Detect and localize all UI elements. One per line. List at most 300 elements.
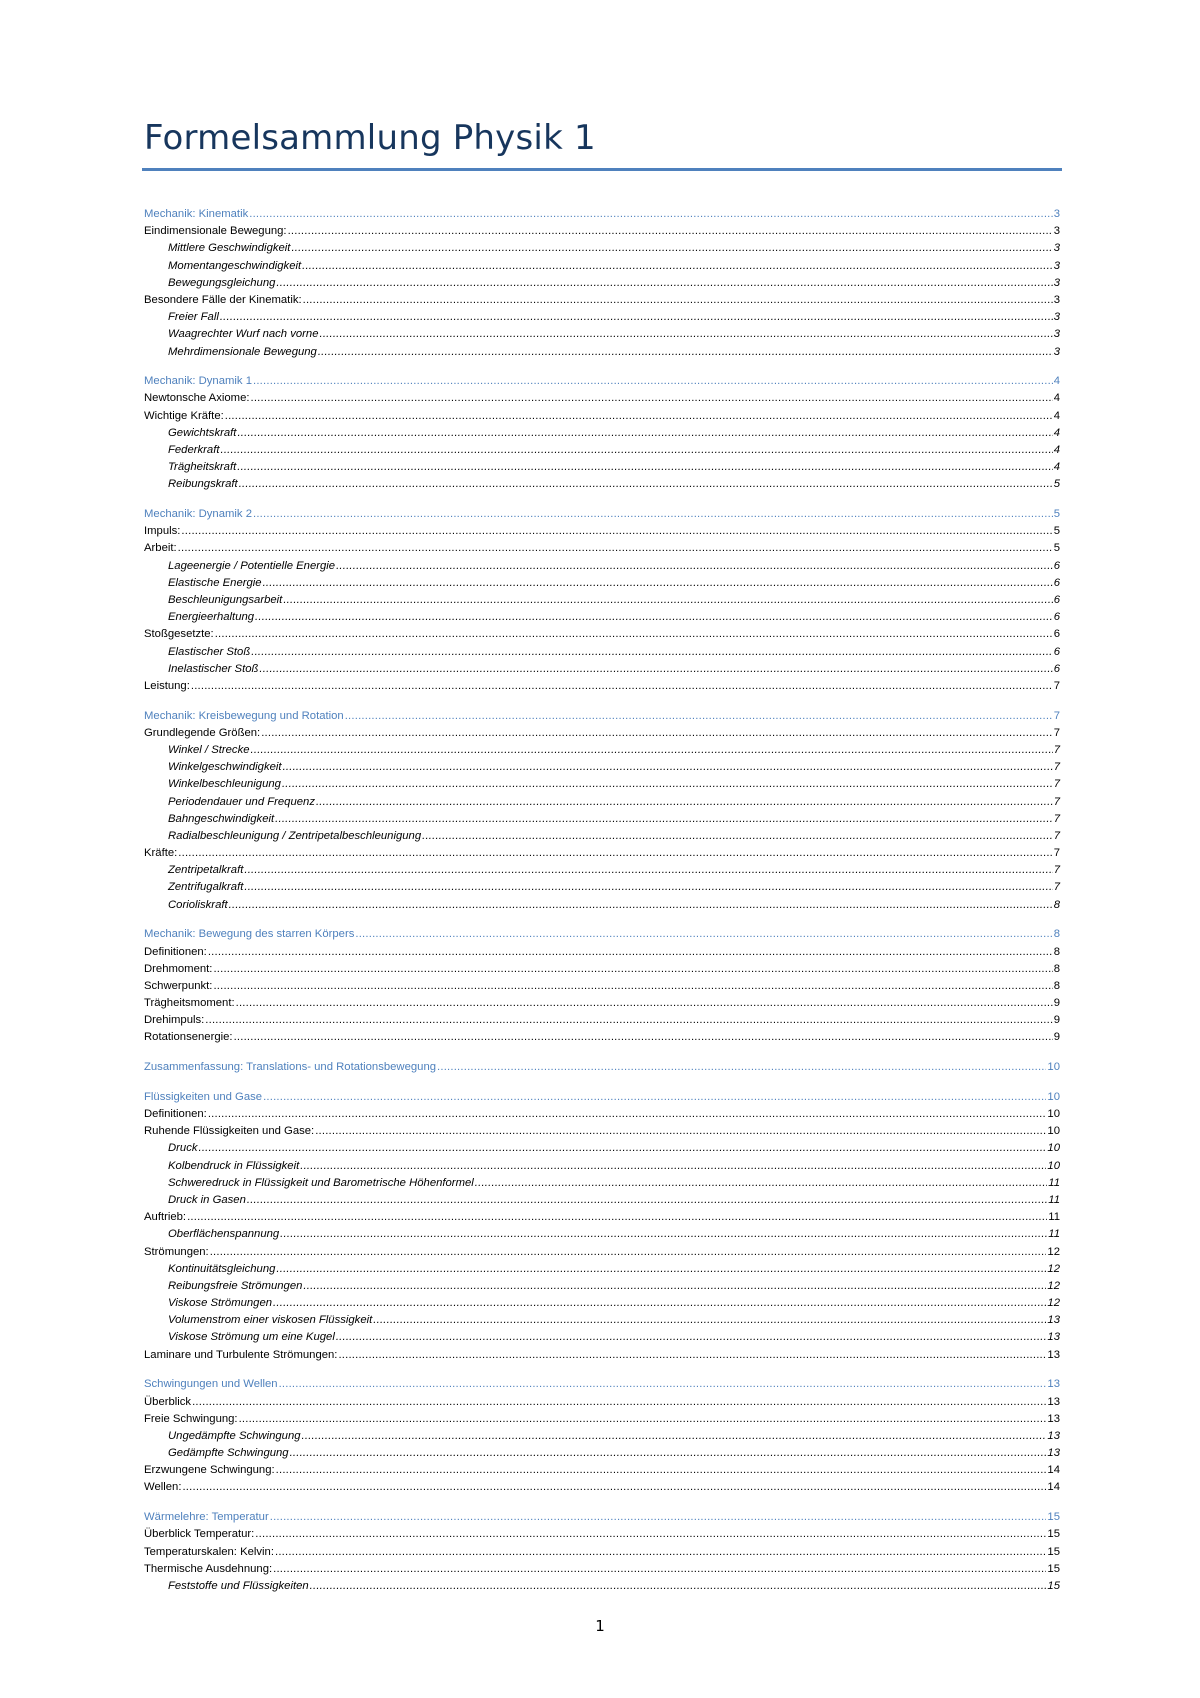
- toc-dot-leader: [208, 1106, 1047, 1123]
- toc-entry-page: 9: [1053, 997, 1060, 1010]
- toc-entry-title: Ruhende Flüssigkeiten und Gase:: [144, 1125, 315, 1138]
- toc-dot-leader: [282, 776, 1053, 793]
- toc-section-entry[interactable]: [144, 626, 1060, 643]
- toc-entry-page: 7: [1053, 864, 1060, 877]
- toc-entry-page: 8: [1053, 962, 1060, 975]
- toc-entry-title: Mechanik: Kreisbewegung und Rotation: [144, 709, 344, 722]
- toc-subsection-entry[interactable]: [144, 309, 1060, 326]
- toc-entry-title: Beschleunigungsarbeit: [168, 593, 283, 606]
- toc-section-entry[interactable]: [144, 978, 1060, 995]
- toc-dot-leader: [261, 725, 1053, 742]
- toc-entry-page: 15: [1047, 1579, 1060, 1592]
- toc-entry-page: 3: [1053, 259, 1060, 272]
- toc-entry-page: 5: [1053, 525, 1060, 538]
- toc-entry-title: Druck in Gasen: [168, 1193, 246, 1206]
- toc-dot-leader: [234, 1029, 1053, 1046]
- toc-subsection-entry[interactable]: [144, 661, 1060, 678]
- toc-subsection-entry[interactable]: [144, 794, 1060, 811]
- toc-entry-title: Radialbeschleunigung / Zentripetalbeschleunigung: [168, 829, 422, 842]
- toc-subsection-entry[interactable]: [144, 1226, 1060, 1243]
- toc-dot-leader: [237, 425, 1052, 442]
- toc-subsection-entry[interactable]: [144, 862, 1060, 879]
- toc-entry-page: 13: [1047, 1447, 1060, 1460]
- toc-dot-leader: [355, 926, 1052, 943]
- toc-dot-leader: [263, 575, 1053, 592]
- toc-dot-leader: [239, 476, 1053, 493]
- toc-entry-title: Viskose Strömung um eine Kugel: [168, 1331, 335, 1344]
- toc-subsection-entry[interactable]: [144, 1175, 1060, 1192]
- toc-entry-title: Lageenergie / Potentielle Energie: [168, 559, 336, 572]
- toc-entry-title: Leistung:: [144, 679, 190, 692]
- toc-entry-title: Corioliskraft: [168, 898, 228, 911]
- toc-subsection-entry[interactable]: [144, 776, 1060, 793]
- toc-subsection-entry[interactable]: [144, 1329, 1060, 1346]
- toc-entry-title: Überblick Temperatur:: [144, 1528, 255, 1541]
- toc-entry-title: Impuls:: [144, 525, 181, 538]
- toc-dot-leader: [251, 644, 1052, 661]
- toc-dot-leader: [373, 1312, 1046, 1329]
- toc-dot-leader: [182, 1479, 1046, 1496]
- toc-dot-leader: [191, 678, 1053, 695]
- toc-section-entry[interactable]: [144, 1029, 1060, 1046]
- toc-entry-title: Energieerhaltung: [168, 611, 255, 624]
- toc-section-entry[interactable]: [144, 1411, 1060, 1428]
- toc-dot-leader: [247, 1192, 1047, 1209]
- toc-dot-leader: [270, 1509, 1047, 1526]
- toc-entry-page: 6: [1053, 662, 1060, 675]
- toc-section-entry[interactable]: [144, 1012, 1060, 1029]
- toc-entry-title: Kräfte:: [144, 847, 178, 860]
- toc-dot-leader: [302, 258, 1053, 275]
- toc-dot-leader: [225, 408, 1053, 425]
- toc-dot-leader: [275, 811, 1053, 828]
- toc-entry-title: Drehimpuls:: [144, 1014, 205, 1027]
- toc-dot-leader: [181, 523, 1052, 540]
- toc-entry-title: Oberflächenspannung: [168, 1228, 280, 1241]
- toc-section-entry[interactable]: [144, 725, 1060, 742]
- toc-dot-leader: [249, 206, 1052, 223]
- toc-entry-title: Kontinuitätsgleichung: [168, 1262, 276, 1275]
- toc-dot-leader: [244, 862, 1052, 879]
- toc-entry-title: Laminare und Turbulente Strömungen:: [144, 1348, 338, 1361]
- toc-subsection-entry[interactable]: [144, 1261, 1060, 1278]
- toc-dot-leader: [178, 845, 1052, 862]
- toc-entry-title: Freier Fall: [168, 311, 219, 324]
- toc-subsection-entry[interactable]: [144, 1312, 1060, 1329]
- toc-dot-leader: [213, 978, 1052, 995]
- toc-subsection-entry[interactable]: [144, 1295, 1060, 1312]
- toc-dot-leader: [310, 1578, 1047, 1595]
- toc-entry-page: 12: [1047, 1297, 1060, 1310]
- toc-entry-page: 3: [1053, 311, 1060, 324]
- toc-entry-page: 7: [1053, 726, 1060, 739]
- toc-section-entry[interactable]: [144, 845, 1060, 862]
- toc-section-entry[interactable]: [144, 223, 1060, 240]
- toc-entry-title: Temperaturskalen: Kelvin:: [144, 1545, 274, 1558]
- toc-entry-page: 13: [1047, 1314, 1060, 1327]
- toc-subsection-entry[interactable]: [144, 592, 1060, 609]
- toc-entry-page: 3: [1053, 208, 1060, 220]
- toc-section-entry[interactable]: [144, 1394, 1060, 1411]
- toc-dot-leader: [205, 1012, 1052, 1029]
- toc-entry-page: 6: [1053, 559, 1060, 572]
- toc-entry-page: 3: [1053, 328, 1060, 341]
- toc-entry-title: Bewegungsgleichung: [168, 276, 276, 289]
- toc-entry-title: Überblick: [144, 1395, 192, 1408]
- title-underline: [142, 168, 1062, 171]
- toc-section-entry[interactable]: [144, 390, 1060, 407]
- toc-section-entry[interactable]: [144, 1561, 1060, 1578]
- toc-entry-page: 7: [1053, 795, 1060, 808]
- toc-entry-page: 12: [1047, 1279, 1060, 1292]
- toc-entry-page: 10: [1047, 1090, 1060, 1103]
- toc-subsection-entry[interactable]: [144, 240, 1060, 257]
- toc-entry-page: 15: [1047, 1562, 1060, 1575]
- toc-dot-leader: [303, 1278, 1046, 1295]
- toc-section-entry[interactable]: [144, 961, 1060, 978]
- toc-dot-leader: [315, 1123, 1046, 1140]
- toc-entry-title: Zentrifugalkraft: [168, 881, 244, 894]
- toc-dot-leader: [237, 459, 1052, 476]
- toc-dot-leader: [273, 1295, 1046, 1312]
- toc-dot-leader: [263, 1089, 1046, 1106]
- toc-entry-title: Wellen:: [144, 1481, 182, 1494]
- toc-section-entry[interactable]: [144, 995, 1060, 1012]
- toc-dot-leader: [338, 1347, 1046, 1364]
- toc-entry-title: Winkel / Strecke: [168, 743, 250, 756]
- toc-dot-leader: [259, 661, 1052, 678]
- toc-chapter-entry[interactable]: [144, 1059, 1060, 1076]
- toc-entry-page: 10: [1047, 1108, 1060, 1120]
- toc-entry-page: 4: [1053, 426, 1060, 439]
- toc-entry-title: Strömungen:: [144, 1245, 209, 1258]
- toc-entry-title: Kolbendruck in Flüssigkeit: [168, 1159, 300, 1172]
- toc-subsection-entry[interactable]: [144, 1140, 1060, 1157]
- toc-entry-title: Definitionen:: [144, 945, 207, 958]
- toc-chapter-entry[interactable]: [144, 206, 1060, 223]
- toc-dot-leader: [220, 442, 1052, 459]
- toc-section-entry[interactable]: [144, 678, 1060, 695]
- toc-entry-title: Freie Schwingung:: [144, 1412, 238, 1425]
- toc-dot-leader: [283, 592, 1052, 609]
- toc-chapter-entry[interactable]: [144, 1376, 1060, 1393]
- toc-entry-title: Mechanik: Dynamik 2: [144, 508, 252, 520]
- toc-entry-page: 6: [1053, 576, 1060, 589]
- toc-subsection-entry[interactable]: [144, 897, 1060, 914]
- toc-dot-leader: [291, 240, 1052, 257]
- toc-entry-title: Arbeit:: [144, 542, 177, 555]
- toc-entry-page: 3: [1053, 225, 1060, 238]
- toc-entry-page: 9: [1053, 1014, 1060, 1027]
- toc-dot-leader: [251, 390, 1053, 407]
- toc-entry-title: Viskose Strömungen: [168, 1297, 273, 1310]
- toc-section-entry[interactable]: [144, 292, 1060, 309]
- toc-section-entry[interactable]: [144, 1244, 1060, 1261]
- toc-dot-leader: [239, 1411, 1047, 1428]
- toc-entry-title: Mehrdimensionale Bewegung: [168, 345, 317, 358]
- toc-entry-page: 5: [1053, 478, 1060, 491]
- toc-entry-title: Ungedämpfte Schwingung: [168, 1429, 301, 1442]
- toc-section-entry[interactable]: [144, 540, 1060, 557]
- toc-entry-page: 7: [1053, 881, 1060, 894]
- toc-dot-leader: [275, 1544, 1046, 1561]
- toc-section-entry[interactable]: [144, 1526, 1060, 1543]
- toc-entry-page: 12: [1047, 1262, 1060, 1275]
- toc-entry-page: 13: [1047, 1348, 1060, 1361]
- table-of-contents: [144, 206, 1060, 1595]
- toc-dot-leader: [276, 1261, 1046, 1278]
- toc-dot-leader: [283, 759, 1053, 776]
- toc-subsection-entry[interactable]: [144, 275, 1060, 292]
- toc-entry-title: Trägheitsmoment:: [144, 997, 235, 1010]
- toc-subsection-entry[interactable]: [144, 1445, 1060, 1462]
- toc-entry-title: Grundlegende Größen:: [144, 726, 261, 739]
- toc-entry-title: Besondere Fälle der Kinematik:: [144, 293, 302, 306]
- toc-entry-page: 4: [1053, 375, 1060, 388]
- toc-section-entry[interactable]: [144, 1347, 1060, 1364]
- toc-entry-title: Winkelbeschleunigung: [168, 778, 281, 791]
- toc-chapter-entry[interactable]: [144, 926, 1060, 943]
- toc-subsection-entry[interactable]: [144, 425, 1060, 442]
- toc-entry-title: Waagrechter Wurf nach vorne: [168, 328, 319, 341]
- toc-section-entry[interactable]: [144, 1106, 1060, 1123]
- toc-dot-leader: [422, 828, 1053, 845]
- toc-entry-page: 8: [1053, 928, 1060, 941]
- toc-dot-leader: [255, 1526, 1046, 1543]
- toc-entry-page: 7: [1053, 709, 1060, 722]
- toc-entry-title: Elastischer Stoß: [168, 645, 251, 658]
- toc-entry-title: Elastische Energie: [168, 576, 262, 589]
- toc-section-entry[interactable]: [144, 1462, 1060, 1479]
- toc-entry-title: Mechanik: Bewegung des starren Körpers: [144, 928, 355, 941]
- toc-subsection-entry[interactable]: [144, 344, 1060, 361]
- toc-entry-page: 6: [1053, 645, 1060, 658]
- toc-dot-leader: [316, 794, 1053, 811]
- toc-subsection-entry[interactable]: [144, 258, 1060, 275]
- toc-chapter-entry[interactable]: [144, 1509, 1060, 1526]
- toc-entry-page: 4: [1053, 409, 1060, 422]
- toc-entry-page: 7: [1053, 778, 1060, 791]
- toc-subsection-entry[interactable]: [144, 1278, 1060, 1295]
- toc-chapter-entry[interactable]: [144, 373, 1060, 390]
- toc-subsection-entry[interactable]: [144, 1192, 1060, 1209]
- toc-entry-page: 7: [1053, 812, 1060, 825]
- toc-dot-leader: [215, 626, 1053, 643]
- toc-entry-title: Mechanik: Dynamik 1: [144, 375, 252, 388]
- toc-entry-page: 13: [1047, 1395, 1060, 1408]
- toc-entry-page: 14: [1047, 1481, 1060, 1494]
- toc-entry-page: 10: [1047, 1159, 1060, 1172]
- toc-subsection-entry[interactable]: [144, 558, 1060, 575]
- toc-entry-title: Inelastischer Stoß: [168, 662, 259, 675]
- toc-dot-leader: [229, 897, 1053, 914]
- toc-subsection-entry[interactable]: [144, 759, 1060, 776]
- toc-entry-page: 5: [1053, 508, 1060, 520]
- toc-section-entry[interactable]: [144, 1544, 1060, 1561]
- toc-chapter-entry[interactable]: [144, 506, 1060, 523]
- toc-entry-title: Flüssigkeiten und Gase: [144, 1090, 263, 1103]
- toc-entry-title: Wärmelehre: Temperatur: [144, 1511, 269, 1524]
- toc-entry-page: 3: [1053, 242, 1060, 255]
- toc-entry-title: Gedämpfte Schwingung: [168, 1447, 289, 1460]
- toc-entry-title: Mechanik: Kinematik: [144, 208, 249, 220]
- toc-dot-leader: [475, 1175, 1047, 1192]
- toc-entry-page: 8: [1053, 898, 1060, 911]
- toc-subsection-entry[interactable]: [144, 1428, 1060, 1445]
- toc-dot-leader: [253, 506, 1053, 523]
- page-number: 1: [595, 1617, 605, 1635]
- toc-subsection-entry[interactable]: [144, 828, 1060, 845]
- toc-entry-title: Stoßgesetzte:: [144, 628, 214, 641]
- toc-entry-title: Periodendauer und Frequenz: [168, 795, 315, 808]
- toc-entry-title: Erzwungene Schwingung:: [144, 1464, 275, 1477]
- toc-dot-leader: [345, 708, 1053, 725]
- toc-dot-leader: [210, 1244, 1047, 1261]
- toc-entry-page: 7: [1053, 743, 1060, 756]
- toc-entry-page: 4: [1053, 443, 1060, 456]
- toc-entry-title: Definitionen:: [144, 1108, 207, 1120]
- toc-entry-page: 6: [1053, 611, 1060, 624]
- toc-dot-leader: [253, 373, 1053, 390]
- toc-entry-page: 7: [1053, 829, 1060, 842]
- toc-entry-page: 3: [1053, 345, 1060, 358]
- toc-entry-title: Federkraft: [168, 443, 220, 456]
- toc-entry-page: 15: [1047, 1545, 1060, 1558]
- toc-dot-leader: [220, 309, 1053, 326]
- toc-section-entry[interactable]: [144, 1479, 1060, 1496]
- toc-dot-leader: [213, 961, 1052, 978]
- toc-entry-title: Gewichtskraft: [168, 426, 237, 439]
- toc-dot-leader: [279, 1376, 1047, 1393]
- toc-section-entry[interactable]: [144, 1209, 1060, 1226]
- toc-entry-title: Wichtige Kräfte:: [144, 409, 224, 422]
- toc-entry-title: Zusammenfassung: Translations- und Rotationsbewegung: [144, 1061, 437, 1074]
- toc-dot-leader: [244, 879, 1052, 896]
- toc-subsection-entry[interactable]: [144, 742, 1060, 759]
- toc-entry-page: 10: [1047, 1061, 1060, 1074]
- toc-entry-title: Drehmoment:: [144, 962, 213, 975]
- toc-subsection-entry[interactable]: [144, 811, 1060, 828]
- toc-subsection-entry[interactable]: [144, 459, 1060, 476]
- toc-entry-title: Schwingungen und Wellen: [144, 1378, 278, 1391]
- toc-entry-page: 8: [1053, 979, 1060, 992]
- toc-entry-title: Eindimensionale Bewegung:: [144, 225, 287, 238]
- toc-subsection-entry[interactable]: [144, 575, 1060, 592]
- toc-subsection-entry[interactable]: [144, 644, 1060, 661]
- toc-entry-title: Winkelgeschwindigkeit: [168, 761, 282, 774]
- toc-dot-leader: [192, 1394, 1046, 1411]
- toc-dot-leader: [208, 944, 1053, 961]
- toc-entry-title: Feststoffe und Flüssigkeiten: [168, 1579, 309, 1592]
- toc-entry-title: Reibungskraft: [168, 478, 238, 491]
- toc-dot-leader: [236, 995, 1053, 1012]
- toc-entry-page: 15: [1047, 1528, 1060, 1541]
- toc-entry-title: Trägheitskraft: [168, 461, 237, 474]
- toc-entry-page: 13: [1047, 1429, 1060, 1442]
- toc-dot-leader: [290, 1445, 1047, 1462]
- toc-dot-leader: [437, 1059, 1046, 1076]
- toc-dot-leader: [187, 1209, 1047, 1226]
- toc-entry-page: 3: [1053, 276, 1060, 289]
- toc-entry-title: Thermische Ausdehnung:: [144, 1562, 273, 1575]
- toc-dot-leader: [302, 1428, 1047, 1445]
- toc-entry-title: Schweredruck in Flüssigkeit und Barometrische Höhenformel: [168, 1176, 474, 1189]
- toc-entry-title: Momentangeschwindigkeit: [168, 259, 302, 272]
- toc-entry-title: Volumenstrom einer viskosen Flüssigkeit: [168, 1314, 373, 1327]
- toc-dot-leader: [288, 223, 1053, 240]
- toc-dot-leader: [303, 292, 1053, 309]
- toc-entry-page: 7: [1053, 847, 1060, 860]
- toc-entry-page: 7: [1053, 679, 1060, 692]
- toc-dot-leader: [319, 326, 1052, 343]
- toc-entry-page: 9: [1053, 1031, 1060, 1044]
- toc-entry-page: 3: [1053, 293, 1060, 306]
- toc-section-entry[interactable]: [144, 523, 1060, 540]
- toc-section-entry[interactable]: [144, 1123, 1060, 1140]
- toc-subsection-entry[interactable]: [144, 476, 1060, 493]
- toc-subsection-entry[interactable]: [144, 609, 1060, 626]
- toc-dot-leader: [255, 609, 1053, 626]
- toc-entry-page: 14: [1047, 1464, 1060, 1477]
- toc-chapter-entry[interactable]: [144, 708, 1060, 725]
- toc-dot-leader: [336, 1329, 1047, 1346]
- toc-subsection-entry[interactable]: [144, 442, 1060, 459]
- toc-entry-page: 10: [1047, 1142, 1060, 1155]
- toc-subsection-entry[interactable]: [144, 326, 1060, 343]
- toc-entry-title: Rotationsenergie:: [144, 1031, 233, 1044]
- toc-entry-page: 5: [1053, 542, 1060, 555]
- toc-subsection-entry[interactable]: [144, 1578, 1060, 1595]
- toc-subsection-entry[interactable]: [144, 879, 1060, 896]
- toc-entry-page: 13: [1047, 1378, 1060, 1391]
- toc-dot-leader: [199, 1140, 1047, 1157]
- toc-entry-title: Auftrieb:: [144, 1211, 187, 1224]
- toc-dot-leader: [178, 540, 1053, 557]
- toc-entry-page: 6: [1053, 593, 1060, 606]
- toc-entry-page: 11: [1048, 1211, 1060, 1224]
- toc-dot-leader: [300, 1158, 1046, 1175]
- toc-entry-page: 4: [1053, 392, 1060, 405]
- toc-entry-page: 11: [1048, 1193, 1060, 1206]
- toc-dot-leader: [273, 1561, 1046, 1578]
- toc-subsection-entry[interactable]: [144, 1158, 1060, 1175]
- toc-dot-leader: [251, 742, 1053, 759]
- toc-entry-title: Bahngeschwindigkeit: [168, 812, 275, 825]
- toc-entry-page: 11: [1048, 1228, 1060, 1241]
- toc-section-entry[interactable]: [144, 408, 1060, 425]
- toc-dot-leader: [276, 1462, 1047, 1479]
- toc-chapter-entry[interactable]: [144, 1089, 1060, 1106]
- toc-section-entry[interactable]: [144, 944, 1060, 961]
- toc-entry-page: 4: [1053, 461, 1060, 474]
- document-title: Formelsammlung Physik 1: [144, 118, 596, 158]
- toc-entry-page: 8: [1053, 945, 1060, 958]
- toc-entry-page: 13: [1047, 1412, 1060, 1425]
- toc-dot-leader: [336, 558, 1053, 575]
- toc-dot-leader: [318, 344, 1053, 361]
- toc-entry-title: Newtonsche Axiome:: [144, 392, 250, 405]
- toc-entry-page: 7: [1053, 761, 1060, 774]
- toc-entry-page: 13: [1047, 1331, 1060, 1344]
- toc-entry-page: 6: [1053, 628, 1060, 641]
- toc-entry-title: Druck: [168, 1142, 198, 1155]
- toc-entry-page: 11: [1048, 1176, 1060, 1189]
- toc-entry-title: Mittlere Geschwindigkeit: [168, 242, 291, 255]
- toc-dot-leader: [280, 1226, 1047, 1243]
- toc-entry-page: 15: [1047, 1511, 1060, 1524]
- toc-entry-title: Schwerpunkt:: [144, 979, 213, 992]
- toc-entry-page: 12: [1047, 1245, 1060, 1258]
